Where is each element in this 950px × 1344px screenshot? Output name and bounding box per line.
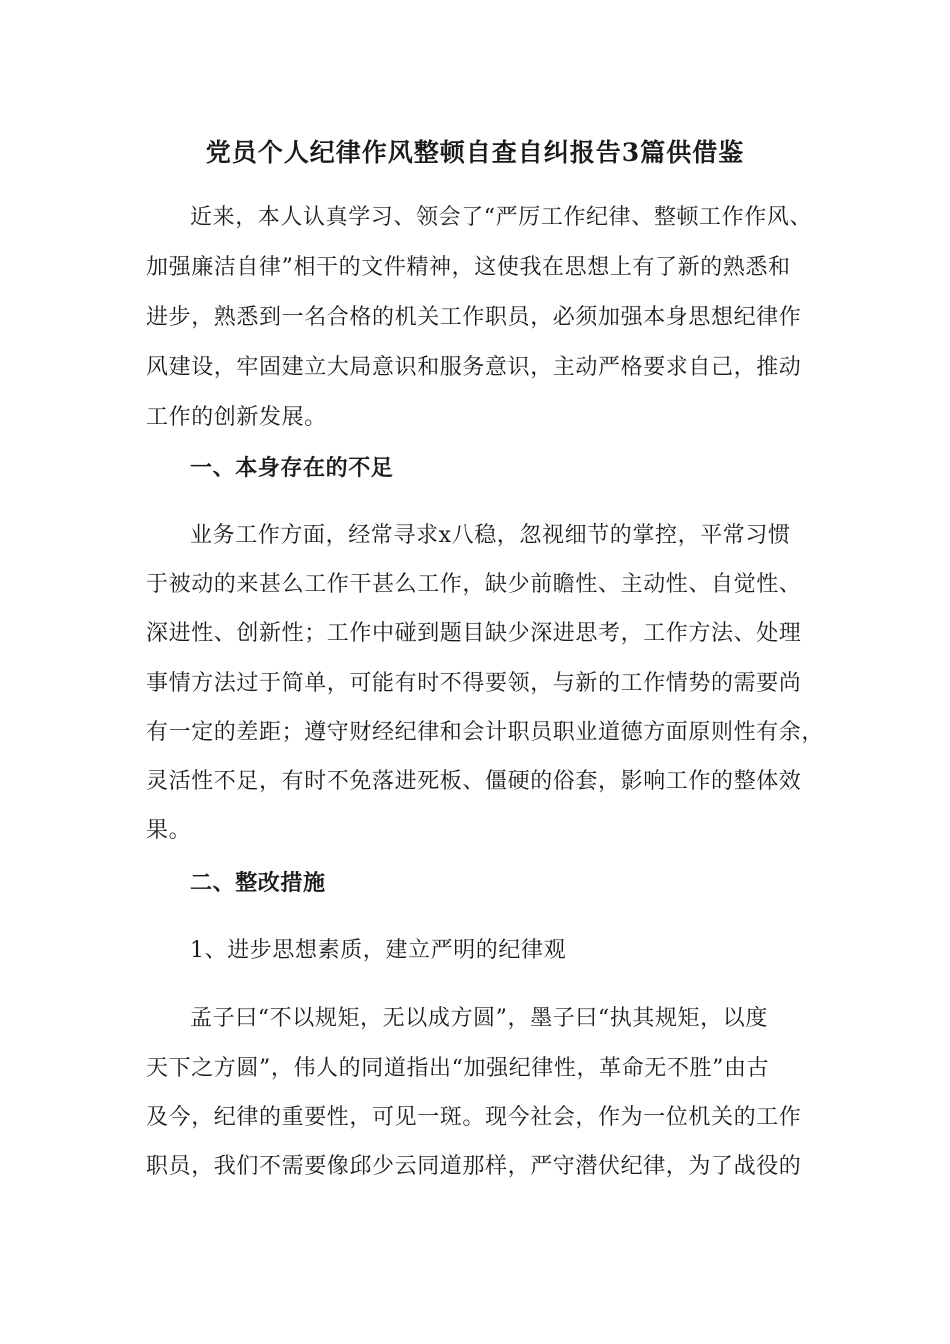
section-1-line-2: 于被动的来甚么工作干甚么工作，缺少前瞻性、主动性、自觉性、 xyxy=(146,572,802,597)
section-1-line-5: 有一定的差距；遵守财经纪律和会计职员职业道德方面原则性有余， xyxy=(146,720,825,745)
section-1-heading: 一、本身存在的不足 xyxy=(190,455,394,481)
section-2-line-2: 天下之方圆”，伟人的同道指出“加强纪律性，革命无不胜”由古 xyxy=(146,1056,770,1081)
section-1-line-7: 果。 xyxy=(146,818,192,843)
intro-line-3: 进步，熟悉到一名合格的机关工作职员，必须加强本身思想纪律作 xyxy=(146,305,802,330)
section-1-line-1: 业务工作方面，经常寻求x八稳，忽视细节的掌控，平常习惯 xyxy=(190,523,791,548)
subsection-1-heading: 1、进步思想素质，建立严明的纪律观 xyxy=(190,938,567,963)
section-2-heading: 二、整改措施 xyxy=(190,870,326,896)
section-2-line-1: 孟子曰“不以规矩，无以成方圆”，墨子曰“执其规矩，以度 xyxy=(190,1006,768,1031)
section-2-line-3: 及今，纪律的重要性，可见一斑。现今社会，作为一位机关的工作 xyxy=(146,1105,802,1130)
section-1-line-6: 灵活性不足，有时不免落进死板、僵硬的俗套，影响工作的整体效 xyxy=(146,769,802,794)
intro-line-1: 近来，本人认真学习、领会了“严厉工作纪律、整顿工作作风、 xyxy=(190,205,813,230)
intro-line-5: 工作的创新发展。 xyxy=(146,405,327,430)
document-title: 党员个人纪律作风整顿自查自纠报告3篇供借鉴 xyxy=(205,138,745,167)
intro-line-2: 加强廉洁自律”相干的文件精神，这使我在思想上有了新的熟悉和 xyxy=(146,255,791,280)
section-2-line-4: 职员，我们不需要像邱少云同道那样，严守潜伏纪律，为了战役的 xyxy=(146,1154,802,1179)
section-1-line-3: 深进性、创新性；工作中碰到题目缺少深进思考，工作方法、处理 xyxy=(146,621,802,646)
section-1-line-4: 事情方法过于简单，可能有时不得要领，与新的工作情势的需要尚 xyxy=(146,671,802,696)
intro-line-4: 风建设，牢固建立大局意识和服务意识，主动严格要求自己，推动 xyxy=(146,355,802,380)
